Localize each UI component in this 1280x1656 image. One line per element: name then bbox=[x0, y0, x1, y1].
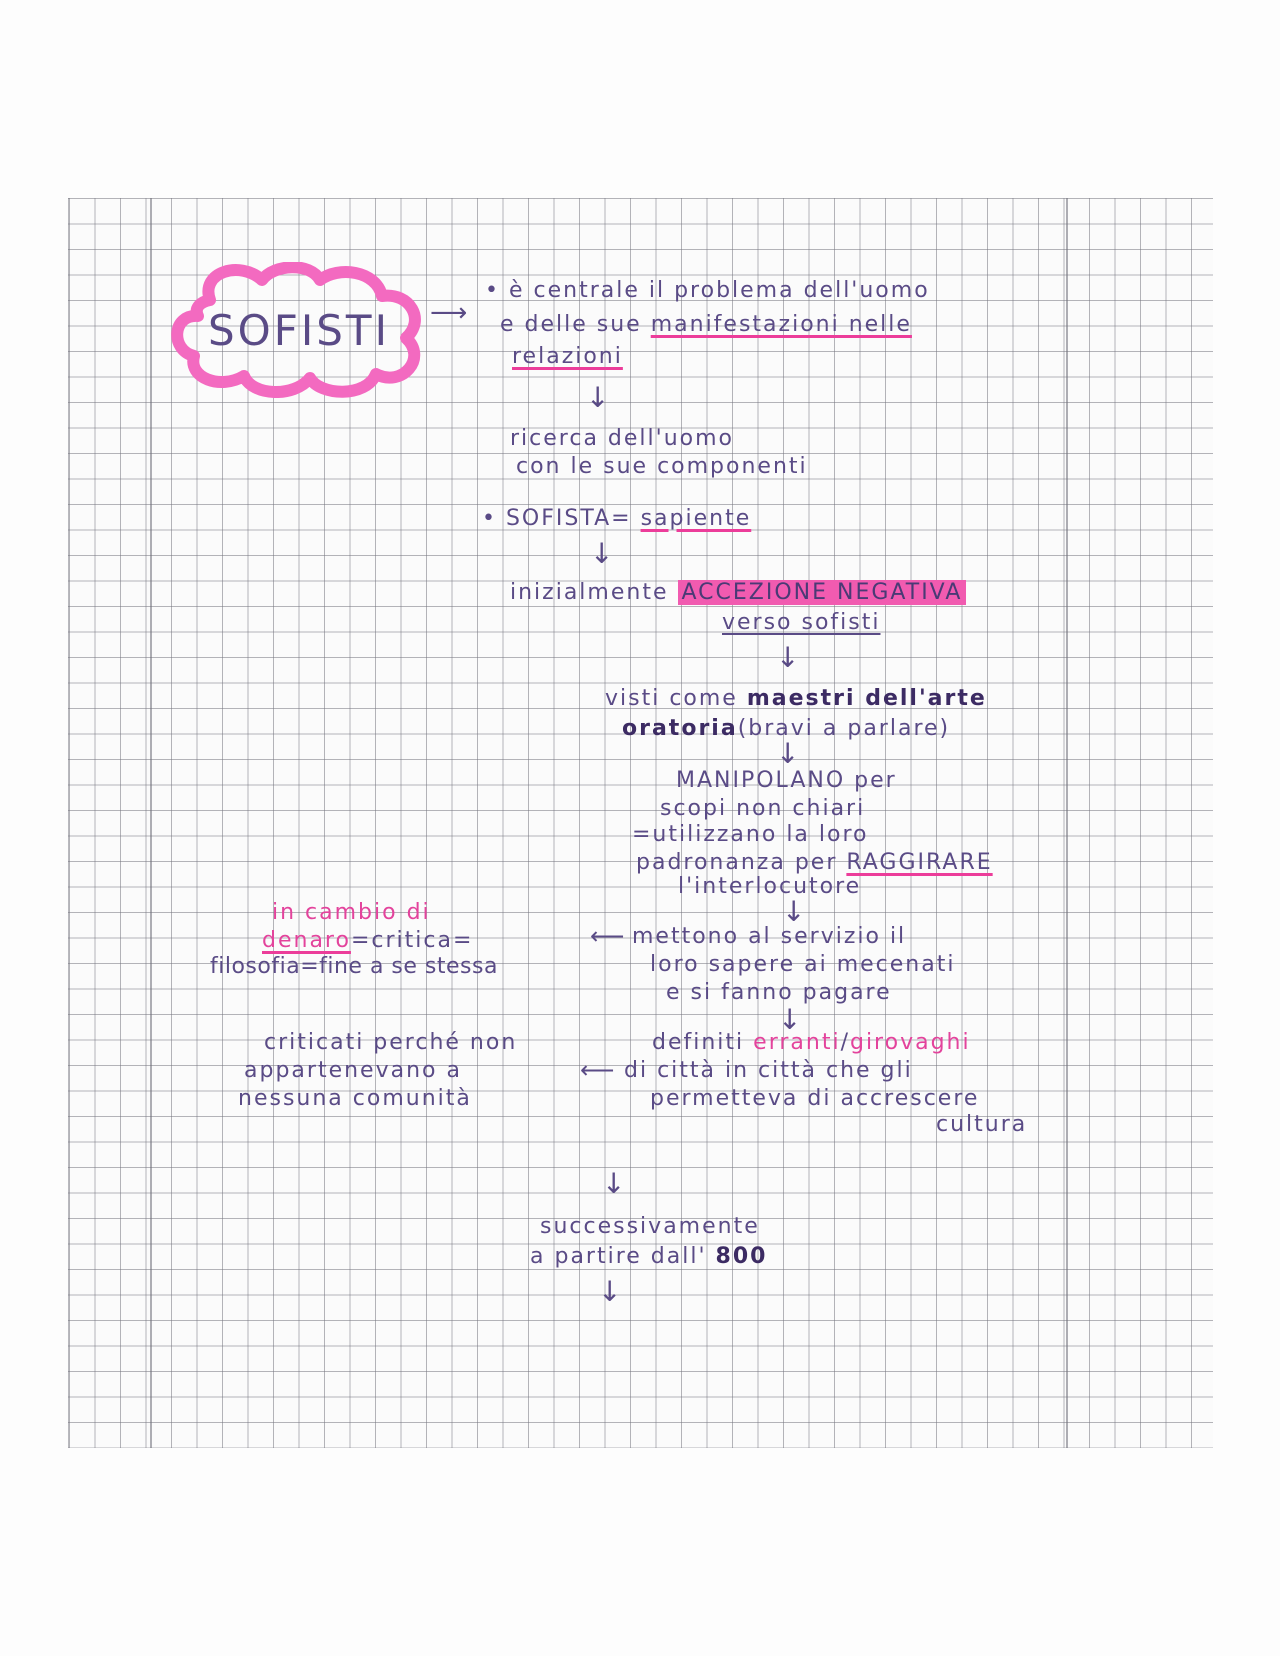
definiti-line-3: permetteva di accrescere bbox=[650, 1086, 980, 1111]
visti-b: maestri dell'arte bbox=[746, 686, 987, 711]
definiti-slash: / bbox=[840, 1030, 850, 1055]
sofista-a: • SOFISTA= bbox=[482, 506, 641, 531]
definiti-line-1 bbox=[652, 1030, 971, 1056]
down-arrow-icon: ↓ bbox=[586, 381, 610, 414]
down-arrow-icon: ↓ bbox=[590, 537, 614, 570]
visti-a: visti come bbox=[605, 686, 747, 711]
visti-line-1 bbox=[605, 686, 987, 712]
definiti-c: girovaghi bbox=[849, 1030, 971, 1055]
manip-line-5: l'interlocutore bbox=[678, 874, 862, 899]
succ-line-2 bbox=[530, 1244, 767, 1270]
iniz-line-2: verso sofisti bbox=[722, 610, 881, 635]
manip-4b: RAGGIRARE bbox=[846, 850, 993, 875]
manip-line-3: =utilizzano la loro bbox=[632, 822, 869, 847]
manip-4a: padronanza per bbox=[636, 850, 847, 875]
intro-line-2b: manifestazioni nelle bbox=[650, 312, 912, 337]
down-arrow-icon: ↓ bbox=[598, 1275, 622, 1308]
intro-line-1: • è centrale il problema dell'uomo bbox=[485, 278, 930, 303]
margin-line-left bbox=[150, 198, 152, 1448]
ricerca-line-2: con le sue componenti bbox=[516, 454, 808, 479]
mettono-line-1: mettono al servizio il bbox=[632, 924, 907, 949]
title-cloud bbox=[170, 262, 428, 398]
down-arrow-icon: ↓ bbox=[782, 895, 806, 928]
criticati-line-3: nessuna comunità bbox=[238, 1086, 472, 1111]
cambio-line-3: filosofia=fine a se stessa bbox=[210, 954, 498, 979]
sofista-b: sapiente bbox=[640, 506, 752, 531]
definiti-b: erranti bbox=[753, 1030, 841, 1055]
left-arrow-icon: ⟵ bbox=[580, 1056, 615, 1084]
cambio-2b: =critica= bbox=[350, 928, 474, 953]
cambio-line-2 bbox=[262, 928, 473, 954]
down-arrow-icon: ↓ bbox=[602, 1167, 626, 1200]
ricerca-line-1: ricerca dell'uomo bbox=[510, 426, 734, 451]
visti-c: oratoria bbox=[622, 716, 738, 741]
manip-line-2: scopi non chiari bbox=[660, 796, 866, 821]
definiti-line-4: cultura bbox=[936, 1112, 1028, 1137]
sofista-line bbox=[482, 506, 751, 532]
down-arrow-icon: ↓ bbox=[776, 737, 800, 770]
left-arrow-icon: ⟵ bbox=[590, 922, 625, 950]
manip-line-4 bbox=[636, 850, 993, 876]
manip-line-1: MANIPOLANO per bbox=[676, 768, 897, 793]
mettono-line-3: e si fanno pagare bbox=[666, 980, 892, 1005]
margin-line-right bbox=[1066, 198, 1068, 1448]
intro-line-2 bbox=[500, 312, 912, 338]
down-arrow-icon: ↓ bbox=[776, 641, 800, 674]
intro-line-3: relazioni bbox=[512, 344, 623, 369]
definiti-a: definiti bbox=[652, 1030, 754, 1055]
visti-d: (bravi a parlare) bbox=[737, 716, 951, 741]
succ-2a: a partire dall' bbox=[530, 1244, 716, 1269]
iniz-b: ACCEZIONE NEGATIVA bbox=[678, 580, 967, 605]
page-title: SOFISTI bbox=[208, 306, 390, 355]
criticati-line-1: criticati perché non bbox=[264, 1030, 518, 1055]
cambio-2a: denaro bbox=[262, 928, 351, 953]
right-arrow-icon: ⟶ bbox=[430, 298, 470, 328]
cambio-line-1: in cambio di bbox=[272, 900, 431, 925]
iniz-a: inizialmente bbox=[510, 580, 678, 605]
iniz-line-1 bbox=[510, 580, 966, 606]
succ-2b: 800 bbox=[715, 1244, 768, 1269]
definiti-line-2: di città in città che gli bbox=[624, 1058, 913, 1083]
intro-line-2a: e delle sue bbox=[500, 312, 651, 337]
succ-line-1: successivamente bbox=[540, 1214, 760, 1239]
down-arrow-icon: ↓ bbox=[778, 1003, 802, 1036]
criticati-line-2: appartenevano a bbox=[244, 1058, 462, 1083]
mettono-line-2: loro sapere ai mecenati bbox=[650, 952, 956, 977]
